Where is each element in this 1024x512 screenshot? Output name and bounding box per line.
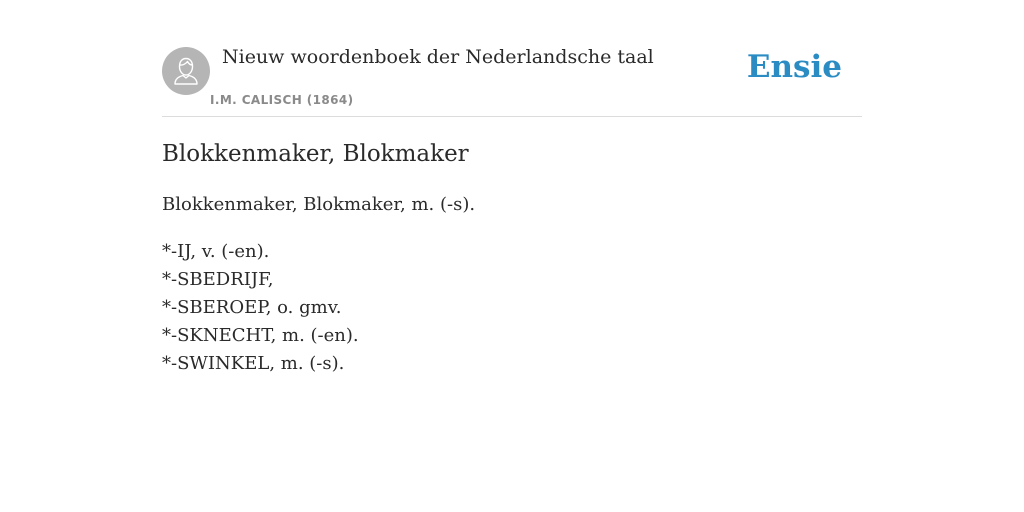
entry-definition: Blokkenmaker, Blokmaker, m. (-s).: [162, 194, 476, 215]
ensie-logo[interactable]: Ensie: [746, 49, 842, 85]
avatar: [162, 47, 210, 95]
source-header: [162, 0, 862, 117]
derivative-item: *-IJ, v. (-en).: [162, 241, 270, 262]
derivative-item: *-SKNECHT, m. (-en).: [162, 325, 359, 346]
source-title[interactable]: Nieuw woordenboek der Nederlandsche taal: [222, 46, 654, 68]
source-author: I.M. CALISCH (1864): [210, 93, 354, 107]
derivative-item: *-SBEROEP, o. gmv.: [162, 297, 342, 318]
derivative-list: [162, 238, 862, 378]
user-silhouette-icon: [162, 47, 210, 95]
derivative-item: *-SBEDRIJF,: [162, 269, 274, 290]
derivative-item: *-SWINKEL, m. (-s).: [162, 353, 345, 374]
page: [162, 0, 862, 374]
entry-headword: Blokkenmaker, Blokmaker: [162, 141, 469, 167]
entry-content: [162, 139, 862, 378]
